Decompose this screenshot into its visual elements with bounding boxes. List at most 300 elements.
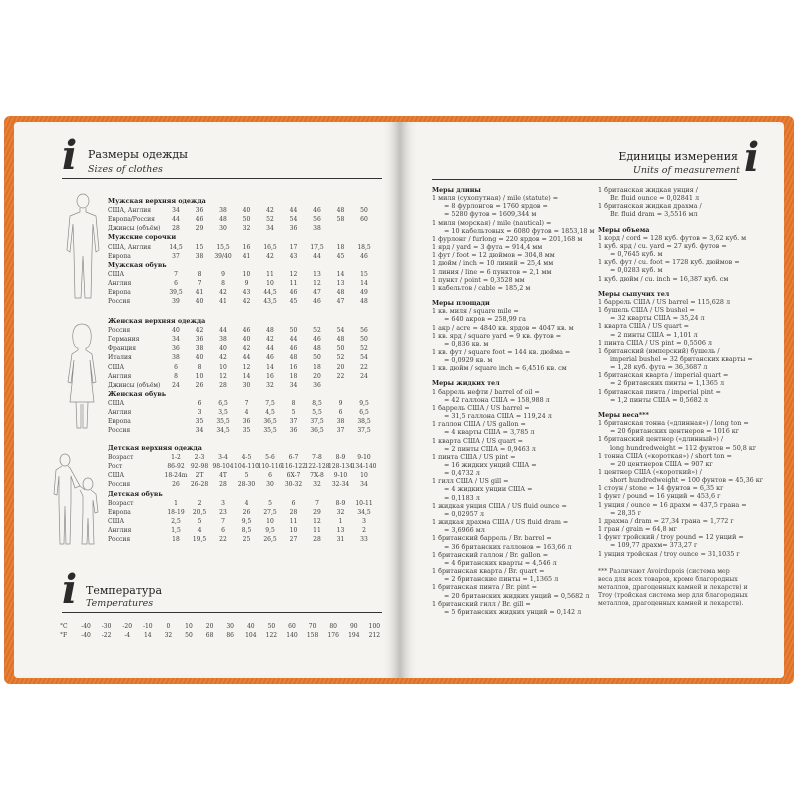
size-cell: 47 <box>313 289 321 296</box>
units-line: = 10 кабельтовых = 6080 футов = 1853,18 м <box>444 226 595 235</box>
temperature-value: 68 <box>205 632 214 639</box>
size-cell: 10 <box>266 517 274 525</box>
size-cell: 16 <box>242 243 251 251</box>
size-cell: 9-10 <box>333 472 348 480</box>
size-cell: 8 <box>197 363 202 371</box>
size-cell: 35,5 <box>216 418 230 426</box>
size-row-label: Джинсы (объём) <box>108 225 161 233</box>
size-row-label: США, Англия <box>108 243 152 251</box>
temperature-value: 104 <box>245 632 257 639</box>
temperature-value: 100 <box>368 623 381 630</box>
units-line: 1 центнер США («короткий») / <box>598 468 702 476</box>
size-cell: 26,5 <box>263 536 277 543</box>
size-cell: 1-2 <box>171 454 181 462</box>
size-cell: 7-8 <box>312 454 322 462</box>
units-line: 1 британская кварта / imperial quart = <box>598 371 729 380</box>
units-line: = 0,4732 л <box>444 469 480 478</box>
size-cell: 12 <box>219 372 227 380</box>
units-line: 1 жидкая унция США / US fluid ounce = <box>432 501 567 510</box>
temperature-value: 90 <box>349 623 358 630</box>
units-line: 1 гран / grain = 64,8 мг <box>598 525 677 534</box>
temperature-value: 50 <box>267 623 276 630</box>
size-cell: 15 <box>360 270 368 278</box>
size-cell: 9,5 <box>359 399 369 407</box>
size-cell: 22 <box>360 363 368 371</box>
temperature-value: 140 <box>286 632 298 639</box>
size-cell: 23 <box>219 508 227 516</box>
size-cell: 46 <box>266 354 274 362</box>
size-cell: 40 <box>195 298 204 306</box>
size-cell: 30-32 <box>284 481 303 489</box>
temperature-value: 30 <box>226 623 235 630</box>
size-cell: 18,5 <box>357 243 371 251</box>
size-cell: 42 <box>195 327 204 335</box>
size-row-label: Джинсы (объём) <box>108 381 161 389</box>
size-cell: 36 <box>242 418 251 426</box>
units-line: 1 унция / ounce = 16 драхм = 437,5 грана = <box>598 500 747 509</box>
temperature-title-rule <box>62 612 382 613</box>
size-cell: 9-10 <box>357 454 371 462</box>
size-cell: 10 <box>360 472 368 480</box>
units-line: 1 фунт / pound = 16 унций = 453,6 г <box>598 492 721 501</box>
size-cell: 16 <box>266 372 274 380</box>
units-line: 1 жидкая драхма США / US fluid dram = <box>432 518 569 527</box>
size-cell: 9,5 <box>241 517 252 525</box>
size-cell: 2 <box>362 526 366 534</box>
size-cell: 3 <box>197 409 202 416</box>
size-cell: 29 <box>195 225 204 233</box>
size-cell: 48 <box>289 354 298 362</box>
size-row-label: США, Англия <box>108 207 152 215</box>
size-cell: 16,5 <box>263 243 277 251</box>
size-cell: 7 <box>197 279 202 287</box>
size-cell: 42 <box>266 207 274 215</box>
size-cell: 16 <box>289 363 298 371</box>
size-cell: 46 <box>195 216 204 224</box>
size-cell: 46 <box>242 327 251 335</box>
temperature-value: -40 <box>81 632 91 639</box>
temperature-value: 50 <box>185 632 193 639</box>
size-cell: 12 <box>289 270 298 278</box>
size-cell: 36 <box>195 207 204 215</box>
size-cell: 45 <box>289 298 298 306</box>
size-cell: 14 <box>266 363 274 371</box>
temperature-value: -30 <box>101 623 112 630</box>
size-cell: 15 <box>195 243 204 251</box>
size-cell: 5-6 <box>265 454 275 462</box>
size-row-label: Англия <box>108 409 132 416</box>
units-line: 1 британская кварта / Br. quart = <box>432 567 545 576</box>
size-row-label: Россия <box>108 481 131 489</box>
size-cell: 24 <box>360 372 368 380</box>
temperature-value: 20 <box>205 623 214 630</box>
size-cell: 39/40 <box>214 252 232 260</box>
size-cell: 8-9 <box>335 454 346 462</box>
size-cell: 6-7 <box>288 454 299 462</box>
units-line: 1 британский галлон / Br. gallon = <box>432 550 549 559</box>
size-cell: 20,5 <box>192 508 207 516</box>
units-line: = 20 центнеров США = 907 кг <box>610 459 713 468</box>
size-cell: 36 <box>172 345 180 353</box>
size-cell: 9,5 <box>265 526 275 534</box>
size-cell: 6 <box>174 363 178 371</box>
size-cell: 13 <box>336 526 345 534</box>
size-cell: 6,5 <box>359 409 369 416</box>
size-cell: 6 <box>197 399 202 407</box>
units-line: 1 бушель США / US bushel = <box>598 306 695 315</box>
size-cell: 42 <box>242 298 251 306</box>
size-row-label: США <box>108 472 124 480</box>
units-line: 1 драхма / dram = 27,34 грана = 1,772 г <box>598 516 734 525</box>
size-cell: 24 <box>172 381 180 389</box>
units-line: long hundredweight = 112 фунтов = 50,8 кг <box>610 443 757 452</box>
size-cell: 98-104 <box>212 463 234 471</box>
size-row-label: Возраст <box>108 499 134 507</box>
size-cell: 8 <box>174 372 178 380</box>
units-section-heading: Меры объема <box>598 225 650 234</box>
temperature-value: 80 <box>329 623 338 630</box>
size-row-label: Россия <box>108 536 131 543</box>
units-line: = 0,02957 л <box>444 509 484 518</box>
units-line: = 0,7645 куб. м <box>610 250 663 259</box>
units-line: 1 куб. фут / cu. foot = 1728 куб. дюймов = <box>598 258 740 267</box>
size-cell: 10 <box>242 270 251 278</box>
size-cell: 18-19 <box>167 508 185 516</box>
size-row-label: Европа/Россия <box>108 216 155 224</box>
size-cell: 34 <box>172 336 180 344</box>
units-line: 1 фурлонг / furlong = 220 ярдов = 201,168 м <box>432 234 583 243</box>
size-cell: 38 <box>313 225 321 233</box>
size-cell: 26 <box>242 508 251 516</box>
size-row-label: Англия <box>108 372 132 380</box>
temperature-value: 194 <box>348 632 360 639</box>
units-line: 1 кв. миля / square mile = <box>432 307 519 316</box>
size-cell: 38,5 <box>357 418 371 426</box>
size-cell: 26 <box>195 381 204 389</box>
size-cell: 15,5 <box>216 243 230 251</box>
size-cell: 31 <box>336 536 345 543</box>
size-cell: 33 <box>360 536 368 543</box>
units-line: = 20 британских центнеров = 1016 кг <box>610 427 740 436</box>
size-cell: 27,5 <box>263 508 277 516</box>
size-cell: 17 <box>289 243 298 251</box>
size-cell: 30 <box>242 381 251 389</box>
units-line: = 2 пинты США = 1,101 л <box>610 330 698 339</box>
size-cell: 1 <box>338 517 343 525</box>
size-row-label: Англия <box>108 279 132 287</box>
size-cell: 7 <box>174 270 178 278</box>
size-cell: 11 <box>289 279 298 287</box>
size-cell: 32 <box>266 381 274 389</box>
size-group-title: Женская верхняя одежда <box>108 317 206 325</box>
clothes-title: Размеры одежды <box>88 148 188 161</box>
units-line: = 8 фурлонгов = 1760 ярдов = <box>444 202 548 211</box>
size-row-label: Рост <box>108 463 123 471</box>
size-cell: 48 <box>336 336 345 344</box>
size-cell: 2,5 <box>171 517 181 525</box>
size-cell: 28 <box>172 225 180 233</box>
size-cell: 39 <box>172 298 180 306</box>
size-cell: 50 <box>289 327 298 335</box>
size-cell: 46 <box>313 207 321 215</box>
size-cell: 11 <box>266 270 274 278</box>
size-cell: 3 <box>362 517 366 525</box>
temperature-title: Температура <box>86 584 163 597</box>
size-cell: 44,5 <box>263 289 277 296</box>
units-line: 1 кв. дюйм / square inch = 6,4516 кв. см <box>432 364 567 373</box>
size-cell: 48 <box>360 298 368 306</box>
size-cell: 128-134 <box>328 463 353 471</box>
size-cell: 36,5 <box>310 427 324 435</box>
size-cell: 32 <box>242 225 251 233</box>
units-line: = 0,0929 кв. м <box>444 356 493 365</box>
units-line: 1 стоун / stone = 14 фунтов = 6,35 кг <box>598 484 724 493</box>
units-line: 1 британский гилл / Br. gill = <box>432 599 531 608</box>
size-cell: 37 <box>336 427 345 435</box>
units-line: 1 британская тонна («длинная») / long ton = <box>598 419 749 428</box>
units-line: 1 кварта США / US quart = <box>432 436 524 445</box>
units-line: imperial bushel = 32 британских кварты = <box>610 354 753 363</box>
size-cell: 50 <box>360 207 368 215</box>
units-line: = 2 пинты США = 0,9463 л <box>444 444 536 453</box>
units-line: 1 британский баррель / Br. barrel = <box>432 534 552 543</box>
units-line: 1 британская пинта / Br. pint = <box>432 583 538 592</box>
size-group-title: Детская верхняя одежда <box>108 444 202 452</box>
units-line: = 0,836 кв. м <box>444 339 489 348</box>
size-cell: 10 <box>289 526 298 534</box>
size-cell: 18 <box>289 372 298 380</box>
size-cell: 26-28 <box>190 481 209 489</box>
size-cell: 52 <box>313 327 321 335</box>
units-line: 1 британская жидкая драхма / <box>598 202 702 211</box>
units-line: short hundredweight = 100 фунтов = 45,36 кг <box>610 476 764 485</box>
units-line: = 640 акров = 258,99 га <box>444 315 526 324</box>
units-line: 1 фунт тройский / troy pound = 12 унций = <box>598 533 744 542</box>
size-cell: 3,5 <box>218 409 228 416</box>
temperature-value: -20 <box>122 623 133 630</box>
size-cell: 46 <box>360 252 368 260</box>
size-row-label: Россия <box>108 298 131 306</box>
temperature-value: 14 <box>143 632 152 639</box>
size-cell: 42 <box>219 289 227 296</box>
size-cell: 20 <box>336 363 345 371</box>
size-cell: 54 <box>289 216 298 224</box>
size-row-label: Европа <box>108 252 131 260</box>
units-line: 1 унция тройская / troy ounce = 31,1035 г <box>598 549 740 558</box>
size-cell: 48 <box>336 289 345 296</box>
size-row-label: Италия <box>108 354 132 362</box>
size-cell: 19,5 <box>192 536 207 543</box>
size-cell: 134-140 <box>351 463 377 471</box>
size-cell: 34 <box>289 381 298 389</box>
size-cell: 40 <box>195 354 204 362</box>
temperature-value: 40 <box>246 623 255 630</box>
weights-footnote-line: веса для всех товаров, кроме благородных <box>598 575 738 583</box>
units-section-heading: Меры жидких тел <box>432 379 500 388</box>
size-cell: 110-116 <box>257 463 283 471</box>
size-cell: 6 <box>221 526 225 534</box>
size-cell: 44 <box>289 207 298 215</box>
size-cell: 37 <box>172 252 180 260</box>
size-cell: 6,5 <box>218 399 228 407</box>
units-line: Br. fluid ounce = 0,02841 л <box>610 194 700 203</box>
temperature-value: -10 <box>142 623 153 630</box>
size-row-label: США <box>108 270 124 278</box>
size-cell: 6 <box>291 499 296 507</box>
size-cell: 5 <box>244 472 249 480</box>
size-cell: 10 <box>266 279 274 287</box>
size-cell: 40 <box>219 345 227 353</box>
clothes-title-rule <box>62 178 382 179</box>
size-cell: 12 <box>242 363 251 371</box>
units-line: = 1,28 куб. фута = 36,3687 л <box>610 363 708 372</box>
size-cell: 22 <box>219 536 227 543</box>
size-cell: 48 <box>313 345 321 353</box>
size-cell: 34,5 <box>357 508 371 516</box>
size-row-label: Европа <box>108 418 131 426</box>
units-line: 1 тонна США («короткая») / short ton = <box>598 451 732 460</box>
size-cell: 45 <box>336 252 345 260</box>
size-cell: 38 <box>219 207 227 215</box>
size-cell: 32 <box>336 508 345 516</box>
size-cell: 38 <box>172 354 180 362</box>
size-cell: 22 <box>336 372 345 380</box>
size-cell: 104-110 <box>234 463 259 471</box>
clothes-subtitle: Sizes of clothes <box>88 164 163 175</box>
units-line: 1 куб. дюйм / cu. inch = 16,387 куб. см <box>598 274 729 283</box>
size-cell: 44 <box>289 336 298 344</box>
size-cell: 4T <box>219 472 227 480</box>
size-cell: 29 <box>313 508 321 516</box>
size-cell: 12 <box>313 517 321 525</box>
size-cell: 42 <box>266 252 274 260</box>
units-line: = 31,5 галлона США = 119,24 л <box>444 412 552 421</box>
units-line: 1 корд / cord = 128 куб. футов = 3,62 куб. м <box>598 233 747 242</box>
size-row-label: США <box>108 363 124 371</box>
units-column-2 <box>598 186 773 608</box>
units-line: 1 кварта США / US quart = <box>598 322 690 331</box>
weights-footnote-line: Troy (тройская система мер для благородных <box>598 591 748 599</box>
units-section-heading: Меры длины <box>432 186 481 194</box>
size-cell: 48 <box>336 207 345 215</box>
units-line: = 109,77 драхм= 373,27 г <box>610 541 698 550</box>
size-cell: 7X-8 <box>310 472 324 480</box>
size-cell: 7 <box>221 517 225 525</box>
temperature-value: 0 <box>166 623 171 630</box>
units-line: = 2 британские пинты = 1,1365 л <box>444 575 559 584</box>
units-line: 1 миля (сухопутная) / mile (statute) = <box>432 194 559 203</box>
size-cell: 8 <box>221 279 225 287</box>
size-cell: 46 <box>313 298 321 306</box>
size-cell: 28 <box>219 481 227 489</box>
size-cell: 6 <box>174 279 178 287</box>
units-line: 1 баррель США / US barrel = 115,628 л <box>598 297 731 306</box>
size-cell: 50 <box>242 216 251 224</box>
size-cell: 42 <box>266 336 274 344</box>
size-cell: 34 <box>360 481 368 489</box>
units-line: = 4 кварты США = 3,785 л <box>444 428 535 437</box>
units-line: 1 британский (имперский) бушель / <box>598 346 720 355</box>
units-column-1 <box>432 186 607 616</box>
units-line: 1 фут / foot = 12 дюймов = 304,8 мм <box>432 251 555 260</box>
size-cell: 10-11 <box>355 499 373 507</box>
size-cell: 32-34 <box>331 481 350 489</box>
info-i-icon: i <box>62 566 78 613</box>
size-cell: 28 <box>219 381 227 389</box>
units-line: = 3,6966 мл <box>444 526 485 535</box>
temperature-value: 158 <box>306 632 319 639</box>
units-line: 1 акр / acre = 4840 кв. ярдов = 4047 кв. м <box>432 323 574 332</box>
temperature-value: 10 <box>185 623 193 630</box>
units-line: = 16 жидких унций США = <box>444 461 537 469</box>
size-cell: 44 <box>266 345 274 353</box>
size-group-title: Мужские сорочки <box>108 233 177 242</box>
size-cell: 25 <box>242 536 251 543</box>
size-cell: 14,5 <box>169 243 183 251</box>
units-line: 1 британская пинта / imperial pint = <box>598 387 721 396</box>
size-cell: 34 <box>172 207 180 215</box>
info-i-icon: i <box>62 132 78 179</box>
size-cell: 7,5 <box>265 399 275 407</box>
size-row-label: Франция <box>108 345 137 353</box>
units-line: 1 линия / line = 6 пунктов = 2,1 мм <box>432 267 552 276</box>
units-line: 1 пинта США / US pint = <box>432 452 516 461</box>
size-cell: 26 <box>172 481 180 489</box>
size-cell: 38 <box>195 252 204 260</box>
size-cell: 48 <box>219 216 227 224</box>
size-cell: 7 <box>244 399 249 407</box>
size-cell: 56 <box>313 216 321 224</box>
size-row-label: США <box>108 517 124 525</box>
size-cell: 37 <box>289 418 298 426</box>
size-cell: 41 <box>219 298 227 306</box>
size-cell: 38 <box>219 336 227 344</box>
size-row-label: Россия <box>108 327 131 335</box>
size-cell: 46 <box>289 289 298 296</box>
man-silhouette-icon <box>62 192 104 302</box>
weights-footnote-line: металлов, драгоценных камней и лекарств) и <box>598 583 748 591</box>
units-line: 1 пинта США / US pint = 0,5506 л <box>598 338 712 347</box>
size-cell: 46 <box>289 345 298 353</box>
size-cell: 35,5 <box>263 427 277 435</box>
size-cell: 47 <box>336 298 345 306</box>
size-cell: 35 <box>195 418 204 426</box>
size-cell: 122-128 <box>304 463 330 471</box>
units-line: = 32 кварты США = 35,24 л <box>610 314 705 323</box>
size-cell: 2-3 <box>194 454 205 462</box>
size-cell: 36 <box>289 225 298 233</box>
size-cell: 14 <box>242 372 251 380</box>
size-cell: 9 <box>221 270 225 278</box>
size-cell: 14 <box>360 279 368 287</box>
temperature-value: 60 <box>288 623 296 630</box>
size-cell: 6X-7 <box>286 472 301 480</box>
size-group-title: Мужская обувь <box>108 260 167 269</box>
units-line: = 4 британских кварты = 4,546 л <box>444 558 557 567</box>
units-line: 1 баррель нефти / barrel of oil = <box>432 387 540 396</box>
size-cell: 8,5 <box>312 399 322 407</box>
size-cell: 13 <box>336 279 345 287</box>
size-row-label: Россия <box>108 427 131 435</box>
units-line: = 0,1183 л <box>444 493 480 502</box>
size-cell: 50 <box>336 345 345 353</box>
children-silhouette-icon <box>48 446 106 550</box>
size-cell: 20 <box>313 372 321 380</box>
units-line: 1 куб. ярд / cu. yard = 27 куб. футов = <box>598 241 727 250</box>
size-cell: 44 <box>172 216 180 224</box>
size-cell: 37,5 <box>357 427 371 435</box>
size-cell: 18 <box>313 363 321 371</box>
